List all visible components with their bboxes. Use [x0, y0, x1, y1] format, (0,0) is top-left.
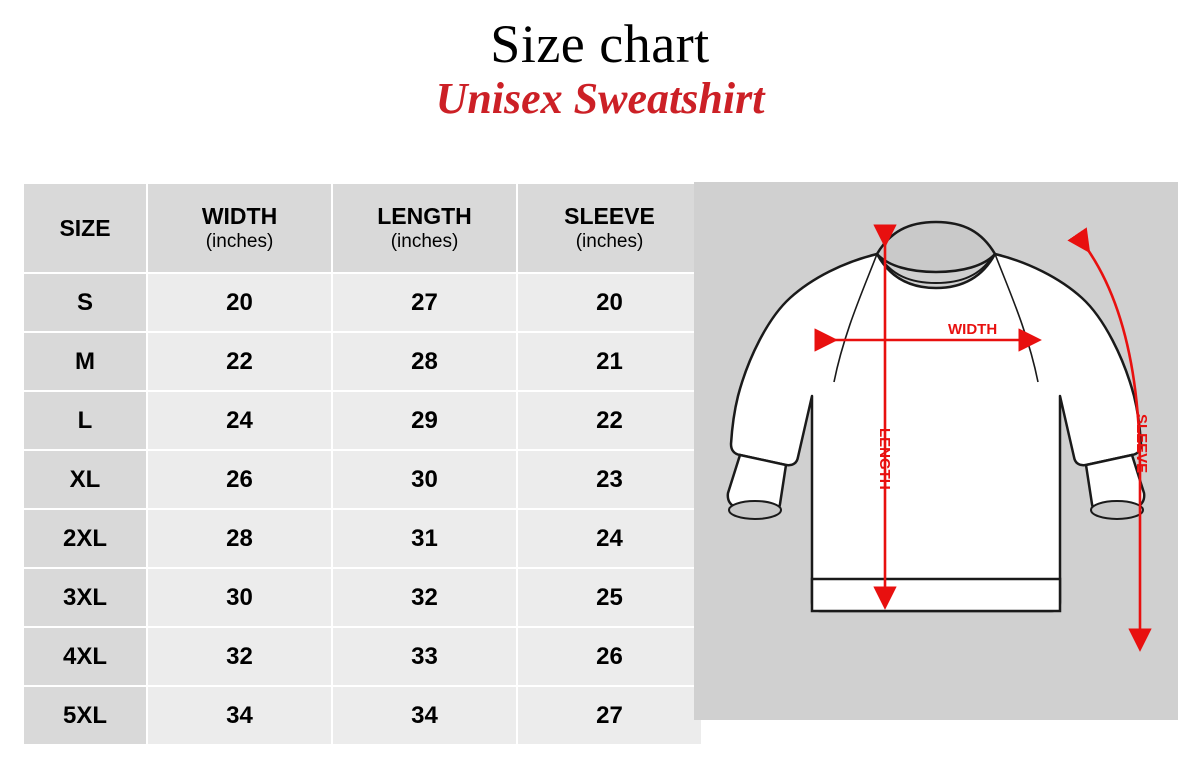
- cell-sleeve: 21: [517, 332, 702, 391]
- cell-length: 29: [332, 391, 517, 450]
- column-header-width-label: WIDTH: [201, 203, 278, 229]
- cell-size: M: [23, 332, 147, 391]
- cell-width: 34: [147, 686, 332, 745]
- page-subtitle: Unisex Sweatshirt: [435, 73, 765, 123]
- table-body: [23, 273, 702, 745]
- table-header-row: [23, 183, 702, 273]
- cell-length: 28: [332, 332, 517, 391]
- cell-width: 28: [147, 509, 332, 568]
- cell-width: 24: [147, 391, 332, 450]
- table-row: [23, 568, 702, 627]
- cell-length: 34: [332, 686, 517, 745]
- cell-length: 31: [332, 509, 517, 568]
- cell-length: 32: [332, 568, 517, 627]
- cell-sleeve: 20: [517, 273, 702, 332]
- cell-sleeve: 26: [517, 627, 702, 686]
- column-header-size: [23, 183, 147, 273]
- table-row: [23, 391, 702, 450]
- table-header: [23, 183, 702, 273]
- table-row: [23, 332, 702, 391]
- cell-size: 4XL: [23, 627, 147, 686]
- cell-size: 2XL: [23, 509, 147, 568]
- column-header-sleeve-label: SLEEVE: [564, 203, 655, 229]
- page-title: Size chart: [490, 14, 710, 74]
- size-table-wrap: [22, 182, 694, 729]
- sweatshirt-outline: [728, 222, 1144, 611]
- size-table: [22, 182, 703, 746]
- column-header-length-label: LENGTH: [377, 203, 472, 229]
- cell-sleeve: 23: [517, 450, 702, 509]
- column-header-sleeve: [517, 183, 702, 273]
- cell-width: 20: [147, 273, 332, 332]
- chart-panel: [22, 182, 1178, 729]
- sleeve-label: SLEEVE: [1133, 414, 1150, 474]
- cell-size: 5XL: [23, 686, 147, 745]
- column-header-length: [332, 183, 517, 273]
- width-label: WIDTH: [948, 321, 998, 338]
- cell-sleeve: 25: [517, 568, 702, 627]
- cell-width: 32: [147, 627, 332, 686]
- cell-size: S: [23, 273, 147, 332]
- cell-sleeve: 27: [517, 686, 702, 745]
- table-row: [23, 509, 702, 568]
- column-header-size-label: SIZE: [59, 214, 111, 241]
- cell-width: 30: [147, 568, 332, 627]
- garment-illustration: [694, 182, 1178, 720]
- table-row: [23, 686, 702, 745]
- column-header-width: [147, 183, 332, 273]
- column-header-length-unit: (inches): [390, 231, 459, 252]
- cell-length: 33: [332, 627, 517, 686]
- cell-sleeve: 22: [517, 391, 702, 450]
- cell-width: 22: [147, 332, 332, 391]
- table-row: [23, 627, 702, 686]
- column-header-sleeve-unit: (inches): [575, 231, 644, 252]
- table-row: [23, 273, 702, 332]
- column-header-width-unit: (inches): [205, 231, 274, 252]
- cell-length: 30: [332, 450, 517, 509]
- cell-length: 27: [332, 273, 517, 332]
- cell-width: 26: [147, 450, 332, 509]
- length-label: LENGTH: [876, 428, 893, 490]
- table-row: [23, 450, 702, 509]
- cell-sleeve: 24: [517, 509, 702, 568]
- cell-size: XL: [23, 450, 147, 509]
- cell-size: L: [23, 391, 147, 450]
- cell-size: 3XL: [23, 568, 147, 627]
